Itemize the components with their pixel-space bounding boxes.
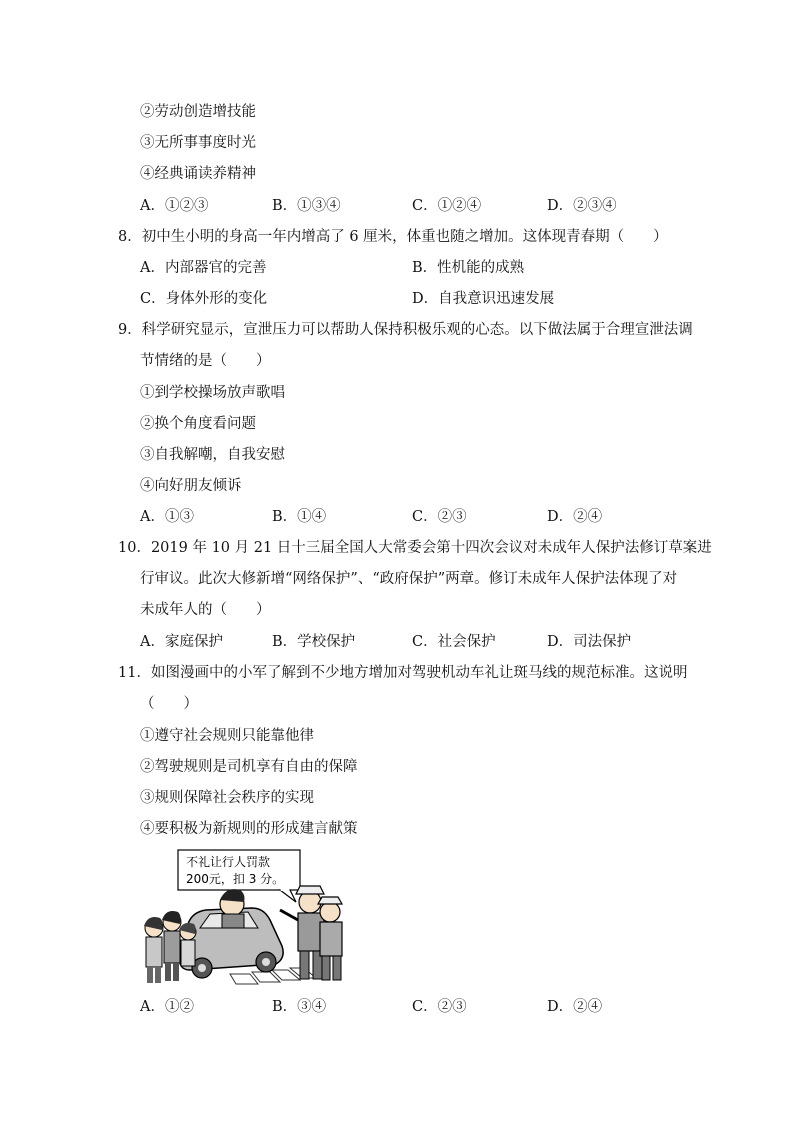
driver-figure [220,889,245,928]
q7-option-b: B．①③④ [272,198,341,214]
q9-item-4: ④向好朋友倾诉 [140,478,242,494]
q9-item-2: ②换个角度看问题 [140,416,256,432]
q9-option-c: C．②③ [412,509,467,525]
q9-item-1: ①到学校操场放声歌唱 [140,385,285,401]
q11-stem-line-2: （ ） [140,696,198,712]
q7-option-d: D．②③④ [547,198,617,214]
q9-stem-line-2: 节情绪的是（ ） [140,353,271,369]
q10-stem-line-3: 未成年人的（ ） [140,602,271,618]
q7-option-a: A．①②③ [140,198,209,214]
police-officer-figure [280,886,342,980]
q10-option-b: B．学校保护 [272,634,356,650]
q11-stem-line-1: 11．如图漫画中的小军了解到不少地方增加对驾驶机动车礼让斑马线的规范标准。这说明 [118,665,688,681]
q8-option-c: C．身体外形的变化 [140,291,268,307]
speech-line-2: 200元，扣 3 分。 [186,872,285,886]
q9-option-b: B．①④ [272,509,327,525]
traffic-cartoon-illustration [140,846,350,986]
q8-option-d: D．自我意识迅速发展 [412,291,555,307]
q11-item-1: ①遵守社会规则只能靠他律 [140,728,314,744]
q10-option-d: D．司法保护 [547,634,632,650]
q7-item-4: ④经典诵读养精神 [140,166,256,182]
q11-option-c: C．②③ [412,999,467,1015]
q11-option-b: B．③④ [272,999,327,1015]
q8-option-a: A．内部器官的完善 [140,260,267,276]
q8-stem: 8．初中生小明的身高一年内增高了 6 厘米，体重也随之增加。这体现青春期（ ） [118,229,668,245]
q10-stem-line-2: 行审议。此次大修新增“网络保护”、“政府保护”两章。修订未成年人保护法体现了对 [140,571,678,587]
q9-option-a: A．①③ [140,509,194,525]
q11-item-4: ④要积极为新规则的形成建言献策 [140,821,358,837]
q9-option-d: D．②④ [547,509,603,525]
q11-option-a: A．①② [140,999,194,1015]
q7-option-c: C．①②④ [412,198,482,214]
q7-item-3: ③无所事事度时光 [140,135,256,151]
q8-option-b: B．性机能的成熟 [412,260,525,276]
q10-option-a: A．家庭保护 [140,634,223,650]
q11-item-2: ②驾驶规则是司机享有自由的保障 [140,759,358,775]
q10-stem-line-1: 10．2019 年 10 月 21 日十三届全国人大常委会第十四次会议对未成年人保护法修订草案进 [118,540,712,556]
q9-item-3: ③自我解嘲，自我安慰 [140,447,285,463]
q9-stem-line-1: 9．科学研究显示，宣泄压力可以帮助人保持积极乐观的心态。以下做法属于合理宣泄法调 [118,322,693,338]
speech-line-1: 不礼让行人罚款 [186,855,271,869]
q10-option-c: C．社会保护 [412,634,496,650]
q7-item-2: ②劳动创造增技能 [140,104,256,120]
q11-option-d: D．②④ [547,999,603,1015]
q11-item-3: ③规则保障社会秩序的实现 [140,790,314,806]
